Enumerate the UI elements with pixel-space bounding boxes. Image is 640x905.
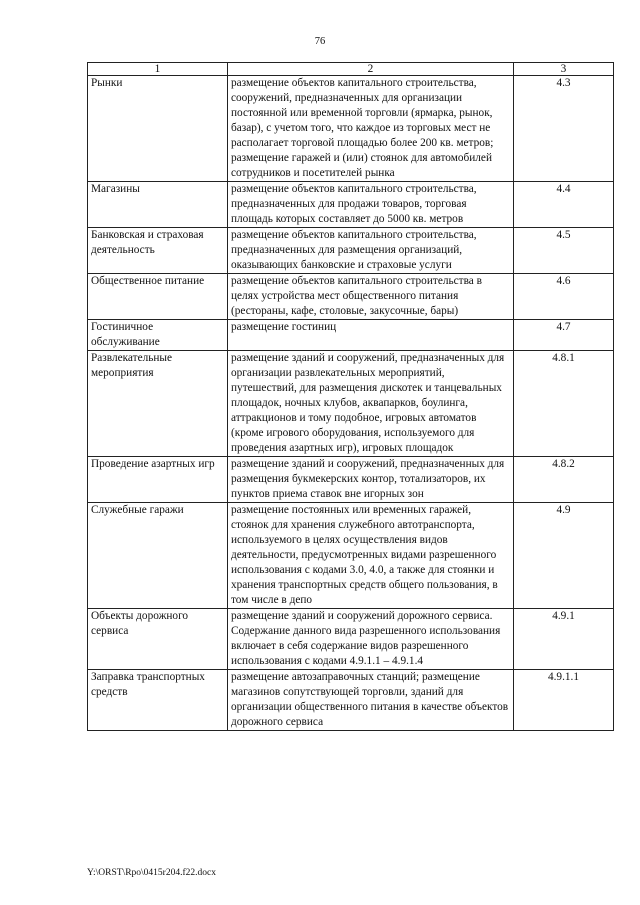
use-type-description: размещение объектов капитального строительства, предназначенных для продажи товаров, торговая площадь которых составляет до 5000 кв. метров [228, 182, 514, 228]
use-type-name: Банковская и страховая деятельность [88, 228, 228, 274]
use-type-description: размещение объектов капитального строительства в целях устройства мест общественного питания (рестораны, кафе, столовые, закусочные, бары) [228, 274, 514, 320]
use-type-name: Развлекательные мероприятия [88, 351, 228, 457]
use-type-code: 4.9.1.1 [514, 670, 614, 731]
use-type-name: Магазины [88, 182, 228, 228]
use-type-description: размещение объектов капитального строительства, предназначенных для размещения организаций, оказывающих банковские и страховые услуги [228, 228, 514, 274]
table-row [88, 609, 614, 670]
use-type-name: Общественное питание [88, 274, 228, 320]
use-type-name: Объекты дорожного сервиса [88, 609, 228, 670]
use-type-code: 4.8.2 [514, 457, 614, 503]
use-type-code: 4.5 [514, 228, 614, 274]
page-number: 76 [314, 36, 326, 47]
land-use-table [87, 62, 614, 731]
table-row [88, 670, 614, 731]
table-row [88, 76, 614, 182]
footer-file-path: Y:\ORST\Rpo\0415r204.f22.docx [87, 868, 216, 878]
use-type-description: размещение автозаправочных станций; размещение магазинов сопутствующей торговли, зданий для организации общественного питания в качестве объектов дорожного сервиса [228, 670, 514, 731]
table-row [88, 503, 614, 609]
table-row [88, 351, 614, 457]
use-type-description: размещение зданий и сооружений, предназначенных для размещения букмекерских контор, тотализаторов, их пунктов приема ставок вне игорных зон [228, 457, 514, 503]
column-header-2: 2 [228, 63, 514, 76]
use-type-description: размещение зданий и сооружений, предназначенных для организации развлекательных мероприятий, путешествий, для размещения дискотек и танцевальных площадок, ночных клубов, аквапарков, боулинга, аттракционов и тому подобное, игровых автоматов (кроме игрового оборудования, используемого для проведения азартных игр), игровых площадок [228, 351, 514, 457]
table-row [88, 228, 614, 274]
table-row [88, 274, 614, 320]
use-type-code: 4.8.1 [514, 351, 614, 457]
use-type-name: Проведение азартных игр [88, 457, 228, 503]
use-type-code: 4.3 [514, 76, 614, 182]
table-row [88, 457, 614, 503]
use-type-code: 4.9 [514, 503, 614, 609]
table-header-row [88, 63, 614, 76]
use-type-name: Рынки [88, 76, 228, 182]
use-type-code: 4.4 [514, 182, 614, 228]
use-type-description: размещение постоянных или временных гаражей, стоянок для хранения служебного автотранспорта, используемого в целях осуществления видов деятельности, предусмотренных видами разрешенного использования с кодами 3.0, 4.0, а также для стоянки и хранения транспортных средств общего пользования, в том числе в депо [228, 503, 514, 609]
use-type-code: 4.6 [514, 274, 614, 320]
use-type-name: Заправка транспортных средств [88, 670, 228, 731]
use-type-description: размещение гостиниц [228, 320, 514, 351]
column-header-3: 3 [514, 63, 614, 76]
use-type-code: 4.9.1 [514, 609, 614, 670]
use-type-description: размещение зданий и сооружений дорожного сервиса. Содержание данного вида разрешенного использования включает в себя содержание видов разрешенного использования с кодами 4.9.1.1 – 4.9.1.4 [228, 609, 514, 670]
use-type-name: Служебные гаражи [88, 503, 228, 609]
table-row [88, 320, 614, 351]
table-row [88, 182, 614, 228]
column-header-1: 1 [88, 63, 228, 76]
use-type-code: 4.7 [514, 320, 614, 351]
use-type-description: размещение объектов капитального строительства, сооружений, предназначенных для организации постоянной или временной торговли (ярмарка, рынок, базар), с учетом того, что каждое из торговых мест не располагает торговой площадью более 200 кв. метров; размещение гаражей и (или) стоянок для автомобилей сотрудников и посетителей рынка [228, 76, 514, 182]
use-type-name: Гостиничное обслуживание [88, 320, 228, 351]
